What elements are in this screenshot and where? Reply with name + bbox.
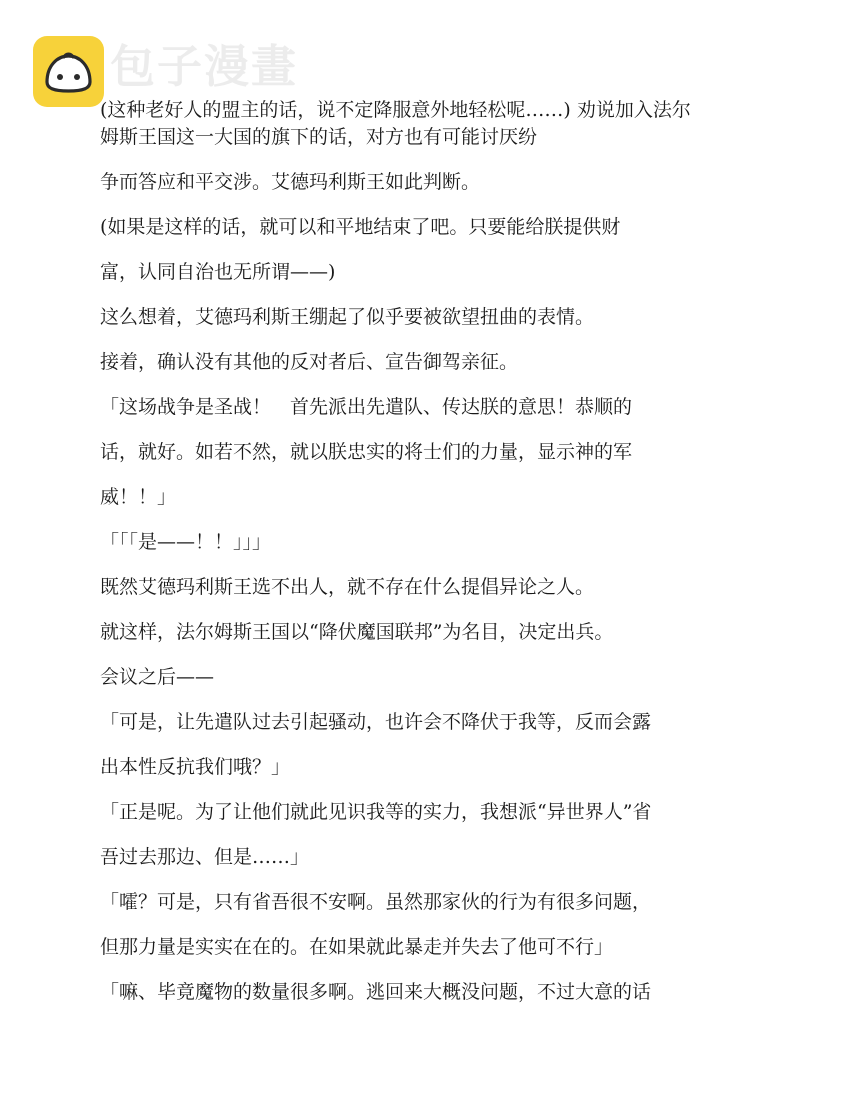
text-line: (这种老好人的盟主的话，说不定降服意外地轻松呢……) 劝说加入法尔 xyxy=(100,99,691,121)
text-line: 姆斯王国这一大国的旗下的话，对方也有可能讨厌纷 xyxy=(100,126,538,148)
text-line: 这么想着，艾德玛利斯王绷起了似乎要被欲望扭曲的表情。 xyxy=(100,306,595,328)
text-line: (如果是这样的话，就可以和平地结束了吧。只要能给朕提供财 xyxy=(100,216,621,238)
text-line: 但那力量是实实在在的。在如果就此暴走并失去了他可不行」 xyxy=(100,936,614,958)
text-line: 「「「是——！！」」」 xyxy=(100,531,272,553)
watermark-text: 包子漫畫 xyxy=(110,40,299,93)
text-line: 会议之后—— xyxy=(100,666,215,688)
text-line: 既然艾德玛利斯王选不出人，就不存在什么提倡异论之人。 xyxy=(100,576,595,598)
text-line: 「可是，让先遣队过去引起骚动，也许会不降伏于我等，反而会露 xyxy=(100,711,652,733)
text-line: 「嚯？可是，只有省吾很不安啊。虽然那家伙的行为有很多问题， xyxy=(100,891,652,913)
text-line: 「嘛、毕竟魔物的数量很多啊。逃回来大概没问题，不过大意的话 xyxy=(100,981,652,1003)
text-line: 话，就好。如若不然，就以朕忠实的将士们的力量，显示神的军 xyxy=(100,441,633,463)
text-line: 就这样，法尔姆斯王国以“降伏魔国联邦”为名目，决定出兵。 xyxy=(100,621,614,643)
text-line: 吾过去那边、但是……」 xyxy=(100,846,310,868)
text-line: 富，认同自治也无所谓——) xyxy=(100,261,336,283)
text-line: 「正是呢。为了让他们就此见识我等的实力，我想派“异世界人”省 xyxy=(100,801,652,823)
text-line: 争而答应和平交涉。艾德玛利斯王如此判断。 xyxy=(100,171,481,193)
bun-logo-icon xyxy=(33,36,104,107)
text-line: 出本性反抗我们哦？」 xyxy=(100,756,291,778)
bun-face-icon xyxy=(33,36,104,107)
text-line: 威！！」 xyxy=(100,486,177,508)
text-line: 「这场战争是圣战！ 首先派出先遣队、传达朕的意思！恭顺的 xyxy=(100,396,633,418)
text-line: 接着，确认没有其他的反对者后、宣告御驾亲征。 xyxy=(100,351,519,373)
document-body xyxy=(100,97,790,1015)
